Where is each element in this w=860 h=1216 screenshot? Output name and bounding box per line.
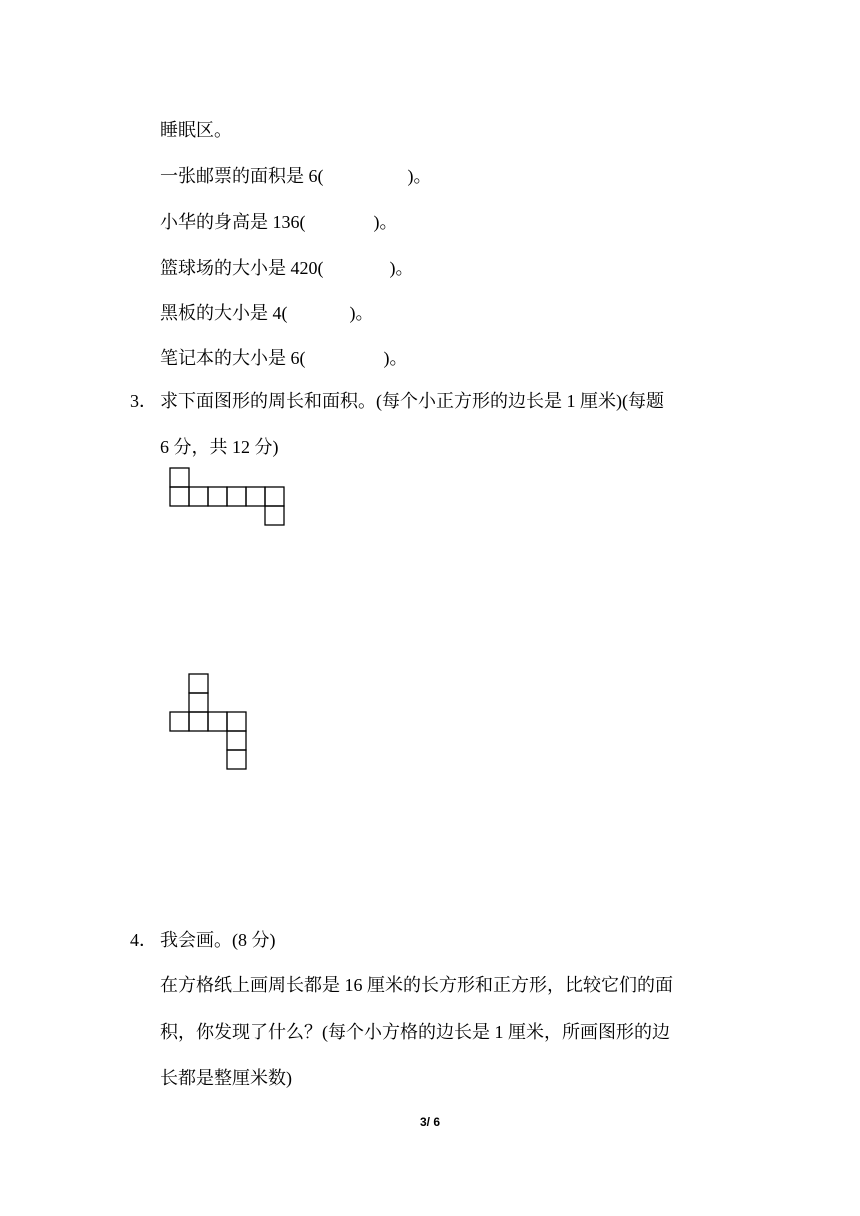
- q2-item-text: 篮球场的大小是 420(: [160, 258, 324, 278]
- figure-2: [170, 674, 246, 769]
- grid-square: [189, 674, 208, 693]
- grid-square: [170, 487, 189, 506]
- q2-sleep-area-line: 睡眠区。: [160, 120, 232, 140]
- grid-square: [189, 693, 208, 712]
- grid-square: [208, 712, 227, 731]
- q4-text-line3: 长都是整厘米数): [160, 1068, 292, 1088]
- q2-item-text: 笔记本的大小是 6(: [160, 348, 306, 368]
- grid-square: [189, 712, 208, 731]
- grid-square: [170, 468, 189, 487]
- q3-text-line2: 6 分，共 12 分): [160, 437, 279, 457]
- grid-square: [227, 712, 246, 731]
- grid-square: [227, 487, 246, 506]
- grid-square: [170, 712, 189, 731]
- grid-square: [227, 750, 246, 769]
- q2-item-text: 小华的身高是 136(: [160, 212, 306, 232]
- grid-square: [208, 487, 227, 506]
- q2-item-text: 一张邮票的面积是 6(: [160, 166, 324, 186]
- q3-number: 3．: [130, 391, 157, 411]
- q4-text-line2: 积，你发现了什么？(每个小方格的边长是 1 厘米，所画图形的边: [160, 1022, 670, 1042]
- q4-text-line1: 在方格纸上画周长都是 16 厘米的长方形和正方形，比较它们的面: [160, 975, 673, 995]
- q2-item-close: )。: [349, 303, 374, 323]
- q4-number: 4．: [130, 930, 157, 950]
- q2-item-text: 黑板的大小是 4(: [160, 303, 288, 323]
- q2-item-close: )。: [373, 212, 398, 232]
- grid-square: [265, 487, 284, 506]
- q4-title: 我会画。(8 分): [160, 930, 276, 950]
- grid-square: [265, 506, 284, 525]
- q3-text-line1: 求下面图形的周长和面积。(每个小正方形的边长是 1 厘米)(每题: [160, 391, 664, 411]
- page-number: 3/ 6: [419, 1115, 440, 1129]
- q2-item-close: )。: [407, 166, 432, 186]
- q2-item-close: )。: [389, 258, 414, 278]
- grid-square: [189, 487, 208, 506]
- q2-item-close: )。: [383, 348, 408, 368]
- grid-square: [227, 731, 246, 750]
- grid-square: [246, 487, 265, 506]
- figure-1: [170, 468, 284, 525]
